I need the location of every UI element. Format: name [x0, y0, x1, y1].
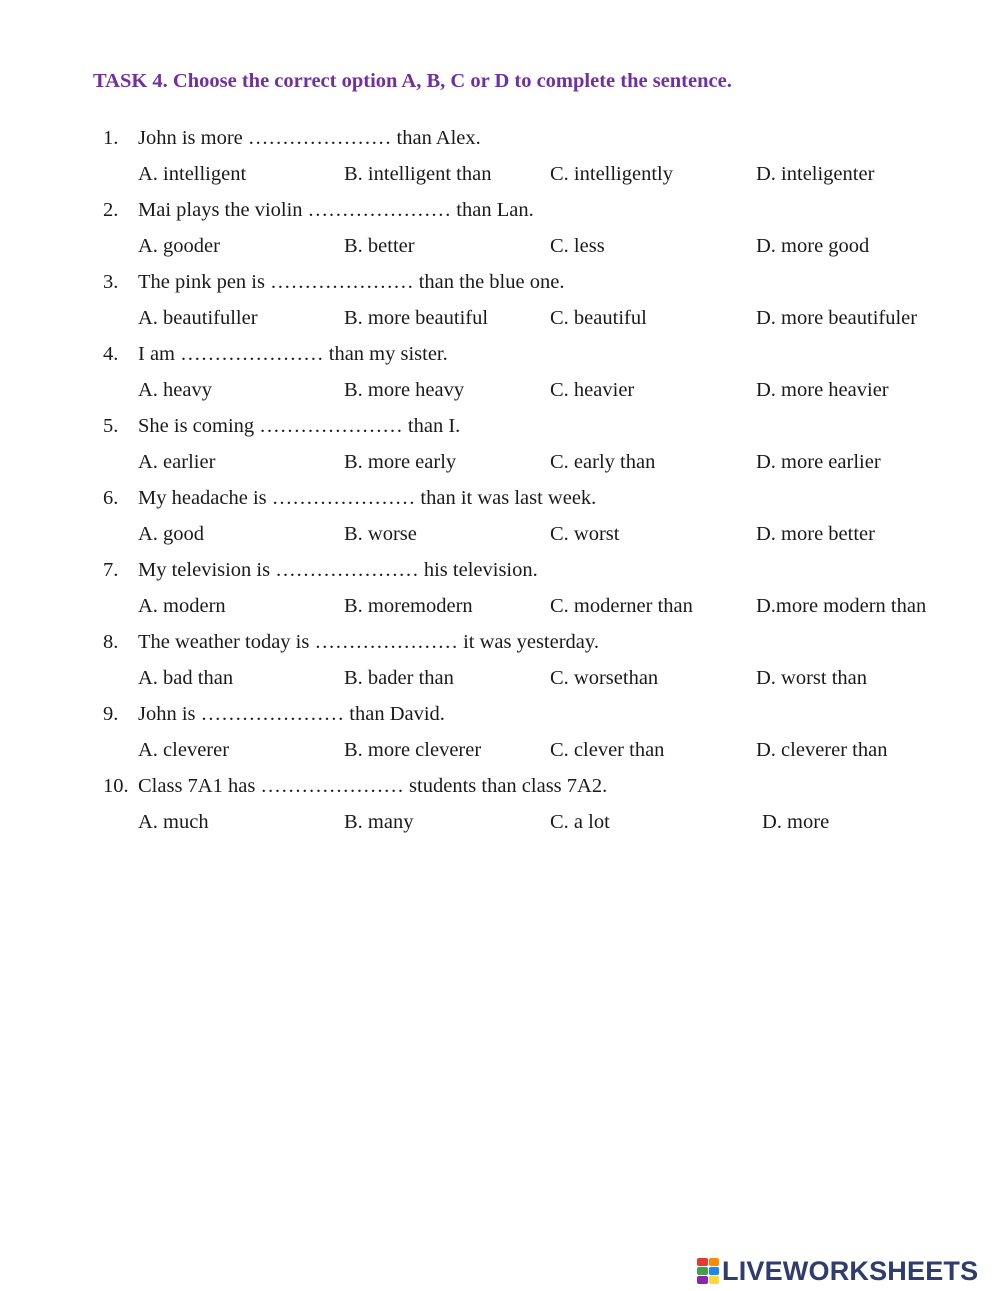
question-number: 1. — [103, 127, 119, 149]
option-b[interactable]: B. better — [344, 235, 415, 257]
option-c[interactable]: C. early than — [550, 451, 656, 473]
question-number: 10. — [103, 775, 129, 797]
logo-wordmark: LIVEWORKSHEETS — [722, 1255, 979, 1286]
liveworksheets-logo — [697, 1256, 978, 1286]
question-number: 6. — [103, 487, 119, 509]
option-b[interactable]: B. intelligent than — [344, 163, 492, 185]
logo-square — [709, 1258, 720, 1266]
option-a[interactable]: A. bad than — [138, 667, 234, 689]
option-b[interactable]: B. more beautiful — [344, 307, 489, 329]
question-text: The pink pen is ………………… than the blue one. — [138, 271, 565, 293]
option-d[interactable]: D. more good — [756, 235, 870, 257]
liveworksheets-logo-icon — [697, 1258, 719, 1284]
option-a[interactable]: A. gooder — [138, 235, 220, 257]
question-text: I am ………………… than my sister. — [138, 343, 448, 365]
option-d[interactable]: D. worst than — [756, 667, 868, 689]
option-a[interactable]: A. beautifuller — [138, 307, 258, 329]
option-b[interactable]: B. more heavy — [344, 379, 465, 401]
option-c[interactable]: C. a lot — [550, 811, 610, 833]
question-text: She is coming ………………… than I. — [138, 415, 461, 437]
option-a[interactable]: A. earlier — [138, 451, 216, 473]
question-text: Mai plays the violin ………………… than Lan. — [138, 199, 534, 221]
option-d[interactable]: D.more modern than — [756, 595, 927, 617]
question-text: The weather today is ………………… it was yesterday. — [138, 631, 599, 653]
question-number: 2. — [103, 199, 119, 221]
option-d[interactable]: D. cleverer than — [756, 739, 888, 761]
option-c[interactable]: C. clever than — [550, 739, 665, 761]
option-b[interactable]: B. many — [344, 811, 414, 833]
question-number: 9. — [103, 703, 119, 725]
option-d[interactable]: D. more beautifuler — [756, 307, 918, 329]
option-d[interactable]: D. more — [762, 811, 830, 833]
option-c[interactable]: C. less — [550, 235, 605, 257]
option-c[interactable]: C. intelligently — [550, 163, 673, 185]
logo-square — [709, 1267, 720, 1275]
option-d[interactable]: D. more better — [756, 523, 875, 545]
question-number: 4. — [103, 343, 119, 365]
question-text: My headache is ………………… than it was last week. — [138, 487, 597, 509]
option-b[interactable]: B. more early — [344, 451, 457, 473]
option-d[interactable]: D. more heavier — [756, 379, 889, 401]
option-b[interactable]: B. more cleverer — [344, 739, 482, 761]
option-a[interactable]: A. intelligent — [138, 163, 247, 185]
logo-square — [709, 1276, 720, 1284]
option-a[interactable]: A. much — [138, 811, 209, 833]
option-a[interactable]: A. good — [138, 523, 205, 545]
option-a[interactable]: A. cleverer — [138, 739, 230, 761]
question-text: John is ………………… than David. — [138, 703, 445, 725]
question-text: Class 7A1 has ………………… students than class 7A2. — [138, 775, 608, 797]
question-text: My television is ………………… his television. — [138, 559, 538, 581]
option-c[interactable]: C. moderner than — [550, 595, 693, 617]
option-a[interactable]: A. modern — [138, 595, 226, 617]
question-number: 5. — [103, 415, 119, 437]
option-a[interactable]: A. heavy — [138, 379, 213, 401]
question-number: 8. — [103, 631, 119, 653]
option-d[interactable]: D. inteligenter — [756, 163, 875, 185]
logo-square — [697, 1258, 708, 1266]
option-b[interactable]: B. bader than — [344, 667, 454, 689]
task-title: TASK 4. Choose the correct option A, B, C or D to complete the sentence. — [93, 70, 732, 92]
option-d[interactable]: D. more earlier — [756, 451, 881, 473]
option-c[interactable]: C. worst — [550, 523, 620, 545]
question-number: 7. — [103, 559, 119, 581]
option-b[interactable]: B. moremodern — [344, 595, 473, 617]
option-c[interactable]: C. worsethan — [550, 667, 659, 689]
question-number: 3. — [103, 271, 119, 293]
option-c[interactable]: C. heavier — [550, 379, 635, 401]
logo-square — [697, 1276, 708, 1284]
question-text: John is more ………………… than Alex. — [138, 127, 481, 149]
logo-square — [697, 1267, 708, 1275]
option-c[interactable]: C. beautiful — [550, 307, 647, 329]
option-b[interactable]: B. worse — [344, 523, 417, 545]
